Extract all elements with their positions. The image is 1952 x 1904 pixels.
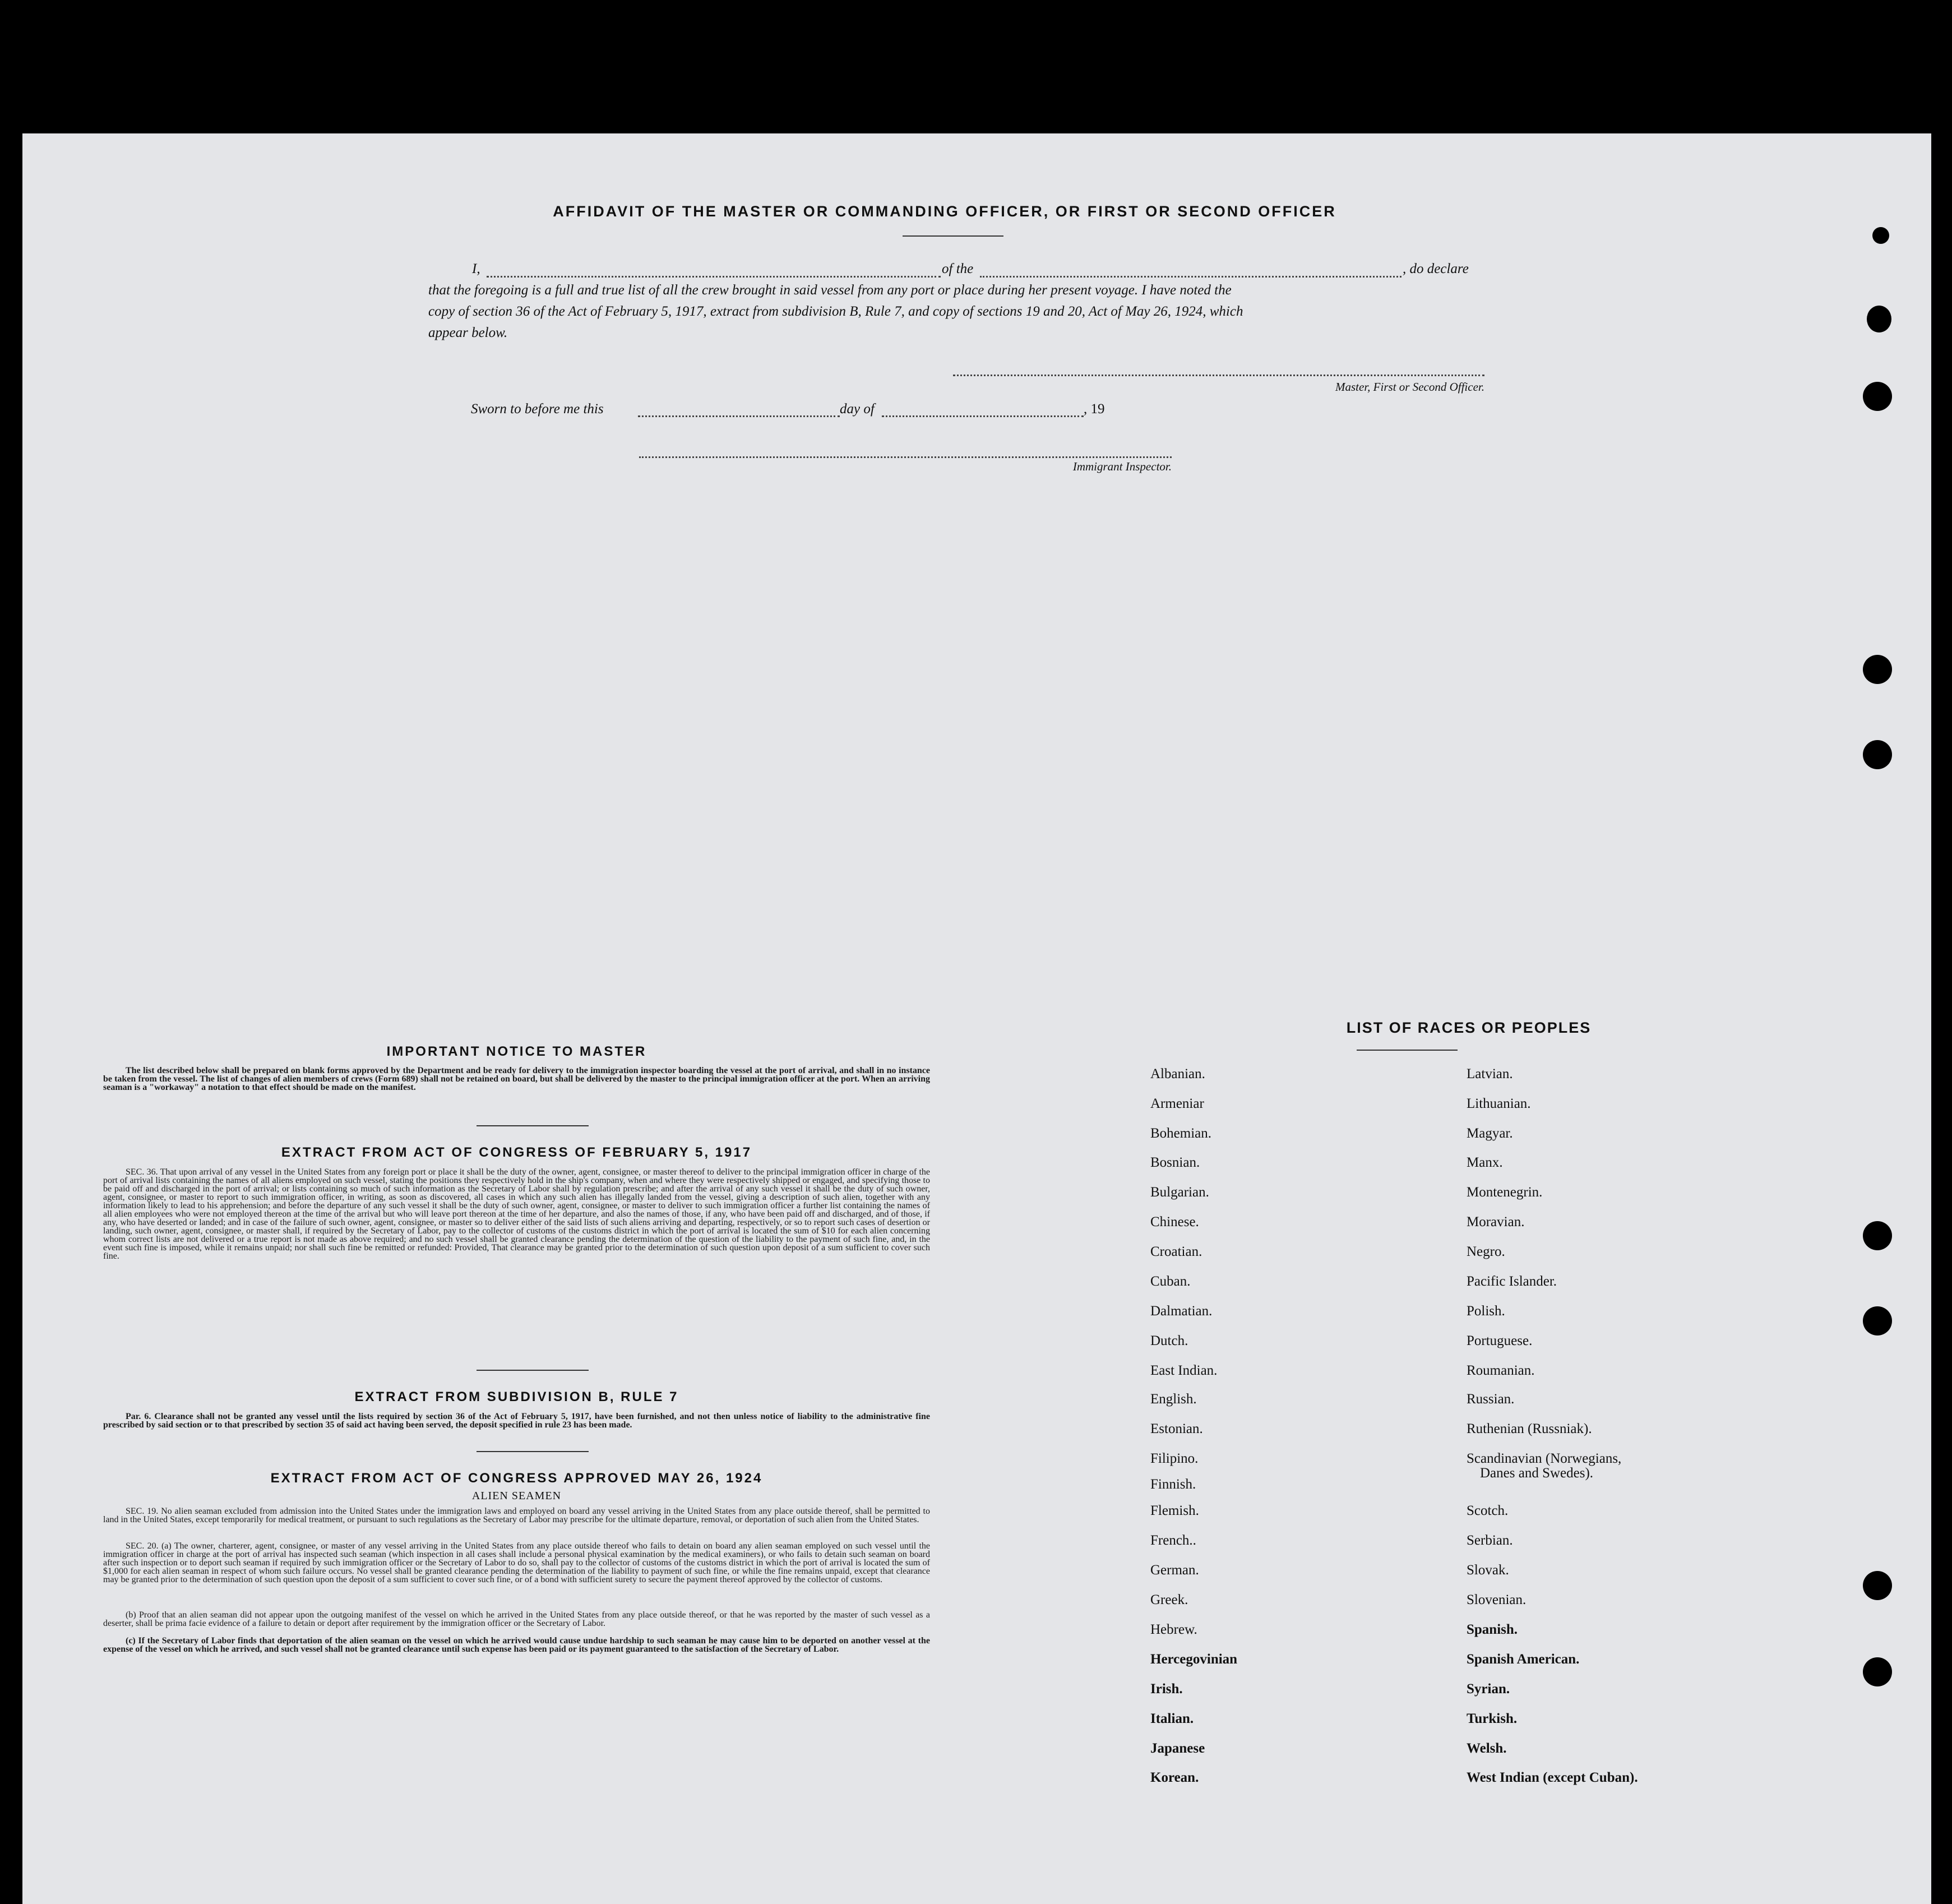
race-item: Dalmatian. [1150,1304,1213,1319]
sworn-year: , 19 [1084,401,1105,417]
race-item: East Indian. [1150,1363,1218,1378]
race-item: Lithuanian. [1467,1096,1531,1111]
race-item: Scandinavian (Norwegians, [1467,1451,1622,1466]
section-19: SEC. 19. No alien seaman excluded from admission into the United States under the immigration laws and employed on board any vessel arriving in the United States from any place outside thereof, shall be permitted to land in the United States, except temporarily for medical treatment, or pursuant to such regulations as the Secretary of Labor may prescribe for the ultimate departure, removal, or deportation of such alien from the United States. [103,1506,930,1524]
notice-body: The list described below shall be prepared on blank forms approved by the Department and be ready for delivery to the immigration inspector boarding the vessel at the port of arrival, and shall in no instance be taken from the vessel. The list of changes of alien members of crews (Form 689) shall not be retained on board, but shall be delivered by the master to the principal immigration officer at the port. When an arriving seaman is a "workaway" a notation to that effect should be made on the manifest. [103,1066,930,1092]
extract-1917-title: EXTRACT FROM ACT OF CONGRESS OF FEBRUARY 5, 1917 [281,1145,752,1160]
section-20b: (b) Proof that an alien seaman did not appear upon the outgoing manifest of the vessel on which he arrived in the United States from any place outside thereof, or that he was reported by the master of such vessel as a deserter, shall be prima facie evidence of a failure to detain or deport after requirement by the immigration officer or the Secretary of Labor. [103,1610,930,1628]
race-item: Italian. [1150,1711,1194,1726]
inspector-caption: Immigrant Inspector. [1072,460,1172,473]
race-item: Chinese. [1150,1214,1199,1230]
alien-seamen-subtitle: ALIEN SEAMEN [471,1490,562,1502]
sworn-day-label: day of [840,401,875,417]
binder-hole [1863,655,1892,684]
extract-1917-body: SEC. 36. That upon arrival of any vessel in the United States from any foreign port or place it shall be the duty of the owner, agent, consignee, or master thereof to deliver to the principal immigration officer in charge of the port of arrival lists containing the names of all aliens employed on such vessel, stating the positions they respectively hold in the ship's company, when and where they were respectively shipped or engaged, and specifying those to be paid off and discharged in the port of arrival; or lists containing so much of such information as the Secretary of Labor shall by regulation prescribe; and after the arrival of any such vessel it shall be the duty of such owner, agent, consignee, or master to report to such immigration officer, in writing, as soon as discovered, all cases in which any such alien has illegally landed from the vessel, giving a description of such alien, together with any information likely to lead to his apprehension; and before the departure of any such vessel it shall be the duty of such owner, agent, consignee, or master to deliver to such immigration officer a further list containing the names of all alien employees who were not employed thereon at the time of the arrival but who will leave port thereon at the time of her departure, and also the names of those, if any, who have been paid off and discharged, and of those, if any, who have deserted or landed; and in case of the failure of such owner, agent, consignee, or master so to deliver either of the said lists of such aliens arriving and departing, respectively, or so to report such cases of desertion or landing, such owner, agent, consignee, or master shall, if required by the Secretary of Labor, pay to the collector of customs of the customs district in which the port of arrival is located the sum of $10 for each alien concerning whom correct lists are not delivered or a true report is not made as above required; and no such vessel shall be granted clearance pending the determination of the question of the liability to the payment of such fine, and, in the event such fine is imposed, while it remains unpaid; nor shall such fine be remitted or refunded: Provided, That clearance may be granted prior to the determination of such question upon deposit of a sum sufficient to cover such fine. [103,1167,930,1261]
race-item: Roumanian. [1467,1363,1535,1378]
form-sheet [22,133,1931,1904]
race-item: Flemish. [1150,1503,1199,1518]
race-item: Armeniar [1150,1096,1204,1111]
race-item: Bohemian. [1150,1126,1212,1141]
section-20c: (c) If the Secretary of Labor finds that deportation of the alien seaman on the vessel on which he arrived would cause undue hardship to such seaman he may cause him to be deported on another vessel at the expense of the vessel on which he arrived, and such vessel shall not be granted clearance until such expense has been paid or its payment guaranteed to the satisfaction of the Secretary of Labor. [103,1636,930,1654]
binder-hole [1863,1306,1892,1335]
name-blank[interactable] [487,276,941,278]
races-divider [1357,1050,1458,1051]
vessel-blank[interactable] [980,276,1401,278]
affidavit-line1-i: I, [472,261,480,276]
race-item: Dutch. [1150,1333,1188,1348]
binder-hole [1863,1657,1892,1686]
binder-hole [1867,306,1891,332]
affidavit-line2: that the foregoing is a full and true list of all the crew brought in said vessel from any port or place during her present voyage. I have noted the [428,283,1232,298]
race-item: Spanish. [1467,1622,1518,1637]
race-item: Finnish. [1150,1477,1196,1492]
race-item: Manx. [1467,1155,1503,1170]
binder-hole [1872,227,1889,244]
binder-hole [1863,1221,1892,1250]
race-item: Scotch. [1467,1503,1509,1518]
race-item: Turkish. [1467,1711,1518,1726]
race-item: Moravian. [1467,1214,1525,1230]
race-item: Hercegovinian [1150,1652,1238,1667]
sworn-day-blank[interactable] [638,415,840,417]
race-item: French.. [1150,1533,1196,1548]
race-item: Japanese [1150,1741,1205,1756]
sworn-month-blank[interactable] [882,415,1084,417]
title-divider [903,235,1003,237]
race-item: Slovenian. [1467,1592,1527,1607]
binder-hole [1863,382,1892,411]
extract-1924-title: EXTRACT FROM ACT OF CONGRESS APPROVED MAY 26, 1924 [270,1471,763,1486]
subdivision-body: Par. 6. Clearance shall not be granted any vessel until the lists required by section 36 of the Act of February 5, 1917, have been furnished, and not then unless notice of liability to the administrative fine prescribed by said section or to that prescribed by section 35 of said act having been served, the deposit specified in rule 23 has been made. [103,1412,930,1430]
race-item: Polish. [1467,1304,1505,1319]
race-item: Portuguese. [1467,1333,1533,1348]
race-item: Slovak. [1467,1563,1509,1578]
race-item: Estonian. [1150,1421,1203,1436]
section-20a: SEC. 20. (a) The owner, charterer, agent, consignee, or master of any vessel arriving in the United States from any place outside thereof who fails to detain on board any alien seaman employed on such vessel until the immigration officer in charge at the port of arrival has inspected such seaman (which inspection in all cases shall include a personal physical examination by the medical examiners), or who fails to detain such seaman on board after such inspection or to deport such seaman if required by such immigration officer or the Secretary of Labor to do so, shall pay to the collector of customs of the customs district in which the port of arrival is located the sum of $1,000 for each alien seaman in respect of whom such failure occurs. No vessel shall be granted clearance pending the determination of the liability to payment of such fine, or while the fine remains unpaid, except that clearance may be granted prior to the determination of such question upon the deposit of a sum sufficient to cover such fine, or of a bond with sufficient surety to secure the payment thereof approved by the collector of customs. [103,1541,930,1584]
subdivision-divider [477,1451,589,1452]
subdivision-title: EXTRACT FROM SUBDIVISION B, RULE 7 [354,1389,679,1404]
race-item: German. [1150,1563,1199,1578]
inspector-signature-line[interactable] [639,456,1172,458]
notice-divider [477,1125,589,1126]
race-item: Pacific Islander. [1467,1274,1557,1289]
race-item: Bosnian. [1150,1155,1200,1170]
race-item: Albanian. [1150,1066,1205,1082]
race-item: Irish. [1150,1681,1183,1697]
race-item: Serbian. [1467,1533,1513,1548]
affidavit-line3: copy of section 36 of the Act of February 5, 1917, extract from subdivision B, Rule 7, and copy of sections 19 and 20, Act of May 26, 1924, which [428,304,1243,319]
race-item: Greek. [1150,1592,1188,1607]
notice-title: IMPORTANT NOTICE TO MASTER [386,1044,647,1059]
race-item: Syrian. [1467,1681,1510,1697]
race-item: Hebrew. [1150,1622,1197,1637]
race-item: Latvian. [1467,1066,1513,1082]
affidavit-line1-of: of the [942,261,974,276]
race-item: Montenegrin. [1467,1185,1543,1200]
affidavit-line1-end: , do declare [1403,261,1469,276]
extract-1917-divider [477,1370,589,1371]
race-item: West Indian (except Cuban). [1467,1770,1638,1785]
race-item: Negro. [1467,1244,1505,1259]
race-item: Cuban. [1150,1274,1191,1289]
race-item: Russian. [1467,1392,1515,1407]
race-item: Spanish American. [1467,1652,1580,1667]
affidavit-line4: appear below. [428,325,508,340]
race-item: Korean. [1150,1770,1199,1785]
race-item: Bulgarian. [1150,1185,1209,1200]
race-item: Magyar. [1467,1126,1513,1141]
binder-hole [1863,1571,1892,1600]
binder-hole [1863,740,1892,769]
race-item: English. [1150,1392,1197,1407]
races-title: LIST OF RACES OR PEOPLES [1346,1019,1592,1036]
affidavit-title: AFFIDAVIT OF THE MASTER OR COMMANDING OFFICER, OR FIRST OR SECOND OFFICER [553,203,1336,220]
race-item: Welsh. [1467,1741,1507,1756]
race-item: Croatian. [1150,1244,1202,1259]
race-item: Ruthenian (Russniak). [1467,1421,1592,1436]
race-item: Filipino. [1150,1451,1199,1466]
sworn-text: Sworn to before me this [471,401,604,417]
race-item: Danes and Swedes). [1480,1466,1594,1481]
master-signature-line[interactable] [953,375,1484,376]
master-caption: Master, First or Second Officer. [1335,380,1484,394]
